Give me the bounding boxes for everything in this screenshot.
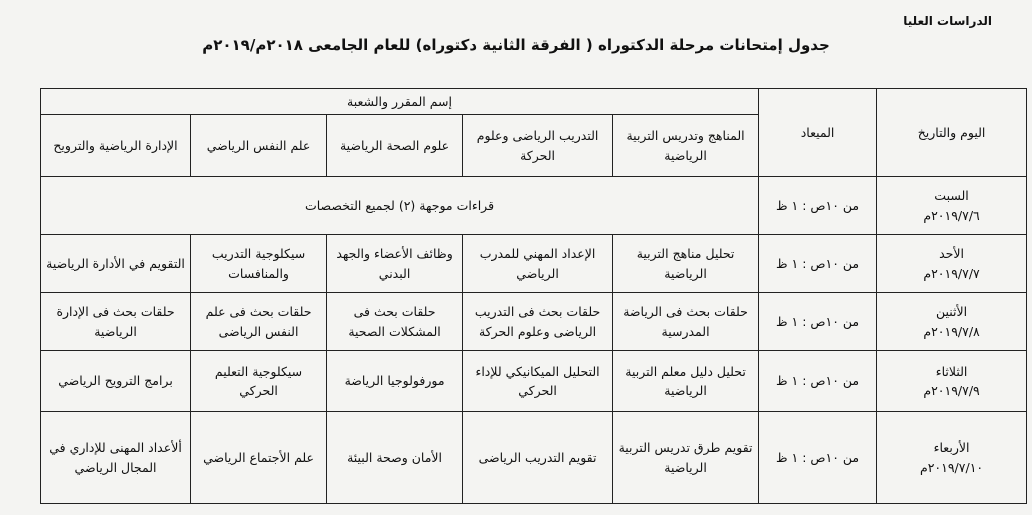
- course-cell: سيكلوجية التدريب والمنافسات: [191, 235, 327, 293]
- day-cell: [877, 235, 1027, 293]
- day-date: ٢٠١٩/٧/٦م: [923, 207, 980, 223]
- course-cell: التقويم في الأدارة الرياضية: [41, 235, 191, 293]
- header-row-1: [41, 89, 1027, 115]
- course-cell: تحليل مناهج التربية الرياضية: [613, 235, 759, 293]
- department-label: الدراسات العليا: [903, 14, 992, 28]
- course-cell: تقويم التدريب الرياضى: [463, 412, 613, 504]
- course-cell: حلقات بحث فى التدريب الرياضى وعلوم الحركة: [463, 293, 613, 351]
- table-row: [41, 351, 1027, 412]
- course-cell: حلقات بحث فى المشكلات الصحية: [327, 293, 463, 351]
- course-cell: حلقات بحث فى الرياضة المدرسية: [613, 293, 759, 351]
- day-cell: [877, 293, 1027, 351]
- day-name: السبت: [934, 188, 969, 204]
- course-cell: برامج الترويح الرياضي: [41, 351, 191, 412]
- dept-header: الإدارة الرياضية والترويح: [41, 115, 191, 177]
- course-cell: تحليل دليل معلم التربية الرياضية: [613, 351, 759, 412]
- col-header-course-group: إسم المقرر والشعبة: [41, 89, 759, 115]
- page-title: جدول إمتحانات مرحلة الدكتوراه ( الفرقة الثانية دكتوراه) للعام الجامعى ٢٠١٨م/٢٠١٩م: [202, 36, 830, 54]
- day-cell: [877, 177, 1027, 235]
- day-name: الثلاثاء: [935, 363, 968, 379]
- course-cell: علم الأجتماع الرياضي: [191, 412, 327, 504]
- table-row: [41, 412, 1027, 504]
- col-header-day: اليوم والتاريخ: [877, 89, 1027, 177]
- day-name: الأثنين: [935, 304, 968, 320]
- day-cell: [877, 351, 1027, 412]
- course-cell: تقويم طرق تدريس التربية الرياضية: [613, 412, 759, 504]
- day-date: ٢٠١٩/٧/٧م: [923, 265, 980, 281]
- dept-header: علم النفس الرياضي: [191, 115, 327, 177]
- course-cell: الإعداد المهني للمدرب الرياضي: [463, 235, 613, 293]
- merged-course-cell: قراءات موجهة (٢) لجميع التخصصات: [41, 177, 759, 235]
- course-cell: الأمان وصحة البيئة: [327, 412, 463, 504]
- day-cell: [877, 412, 1027, 504]
- time-cell: من ١٠ص : ١ ظ: [759, 351, 877, 412]
- table-row: [41, 293, 1027, 351]
- course-cell: حلقات بحث فى الإدارة الرياضية: [41, 293, 191, 351]
- table-row: [41, 177, 1027, 235]
- exam-schedule-table: [40, 88, 1027, 504]
- course-cell: حلقات بحث فى علم النفس الرياضى: [191, 293, 327, 351]
- day-name: الأحد: [939, 246, 964, 262]
- col-header-time: الميعاد: [759, 89, 877, 177]
- day-date: ٢٠١٩/٧/١٠م: [919, 459, 984, 475]
- table-row: [41, 235, 1027, 293]
- day-date: ٢٠١٩/٧/٨م: [923, 323, 980, 339]
- dept-header: المناهج وتدريس التربية الرياضية: [613, 115, 759, 177]
- course-cell: ألأعداد المهنى للإداري في المجال الرياضي: [41, 412, 191, 504]
- time-cell: من ١٠ص : ١ ظ: [759, 412, 877, 504]
- course-cell: التحليل الميكانيكي للإداء الحركي: [463, 351, 613, 412]
- time-cell: من ١٠ص : ١ ظ: [759, 235, 877, 293]
- course-cell: مورفولوجيا الرياضة: [327, 351, 463, 412]
- time-cell: من ١٠ص : ١ ظ: [759, 177, 877, 235]
- day-name: الأربعاء: [933, 440, 970, 456]
- course-cell: وظائف الأعضاء والجهد البدني: [327, 235, 463, 293]
- day-date: ٢٠١٩/٧/٩م: [923, 383, 980, 398]
- course-cell: سيكلوجية التعليم الحركي: [191, 351, 327, 412]
- dept-header: علوم الصحة الرياضية: [327, 115, 463, 177]
- dept-header: التدريب الرياضى وعلوم الحركة: [463, 115, 613, 177]
- time-cell: من ١٠ص : ١ ظ: [759, 293, 877, 351]
